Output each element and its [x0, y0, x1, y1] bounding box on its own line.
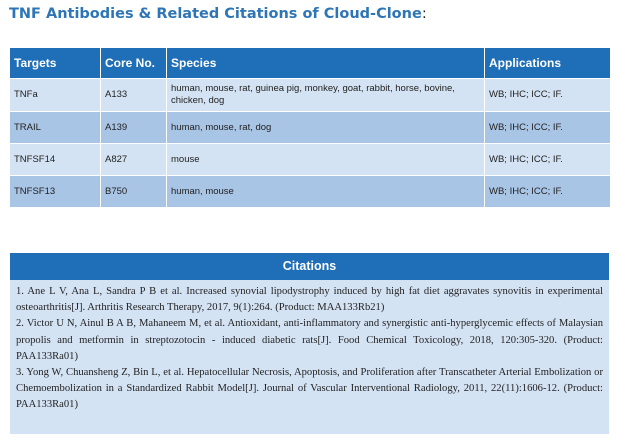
header-species: Species	[167, 48, 485, 79]
cell-core-no: A827	[101, 144, 167, 176]
cell-target: TNFa	[10, 79, 101, 112]
cell-target: TRAIL	[10, 112, 101, 144]
citation-item: 3. Yong W, Chuansheng Z, Bin L, et al. Hepatocellular Necrosis, Apoptosis, and Proliferation after Transcatheter Arterial Embolization or Chemoembolization in a Standardized Rabbit Model[J]. Journal of Vascular Interventional Radiology, 2011, 22(11):1606-12. (Product: PAA133Ra01)	[16, 367, 603, 411]
products-table	[9, 47, 611, 208]
cell-core-no: B750	[101, 176, 167, 208]
header-applications: Applications	[485, 48, 611, 79]
page-title	[9, 6, 427, 22]
citation-item: 1. Ane L V, Ana L, Sandra P B et al. Increased synovial lipodystrophy induced by high fat diet aggravates synovitis in experimental osteoarthritis[J]. Arthritis Research Therapy, 2017, 9(1):264. (Product: MAA133Rb21)	[16, 286, 603, 314]
citations-panel	[9, 252, 610, 435]
cell-applications: WB; IHC; ICC; IF.	[485, 144, 611, 176]
page-title-text: TNF Antibodies & Related Citations of Cloud-Clone	[9, 6, 422, 22]
citations-list	[10, 280, 609, 414]
cell-core-no: A133	[101, 79, 167, 112]
cell-core-no: A139	[101, 112, 167, 144]
cell-applications: WB; IHC; ICC; IF.	[485, 176, 611, 208]
header-core-no: Core No.	[101, 48, 167, 79]
header-targets: Targets	[10, 48, 101, 79]
cell-species: human, mouse, rat, guinea pig, monkey, goat, rabbit, horse, bovine, chicken, dog	[167, 79, 485, 112]
table-row	[10, 112, 611, 144]
citations-header: Citations	[10, 253, 609, 280]
cell-applications: WB; IHC; ICC; IF.	[485, 79, 611, 112]
cell-species: mouse	[167, 144, 485, 176]
table-row	[10, 79, 611, 112]
table-header-row	[10, 48, 611, 79]
cell-applications: WB; IHC; ICC; IF.	[485, 112, 611, 144]
cell-species: human, mouse, rat, dog	[167, 112, 485, 144]
table-row	[10, 176, 611, 208]
cell-target: TNFSF13	[10, 176, 101, 208]
table-row	[10, 144, 611, 176]
cell-species: human, mouse	[167, 176, 485, 208]
citation-item: 2. Victor U N, Ainul B A B, Mahaneem M, et al. Antioxidant, anti-inflammatory and synergistic anti-hyperglycemic effects of Malaysian propolis and metformin in streptozotocin - induced diabetic rats[J]. Food Chemical Toxicology, 2018, 120:305-320. (Product: PAA133Ra01)	[16, 318, 603, 362]
page-title-colon: :	[421, 6, 427, 22]
cell-target: TNFSF14	[10, 144, 101, 176]
